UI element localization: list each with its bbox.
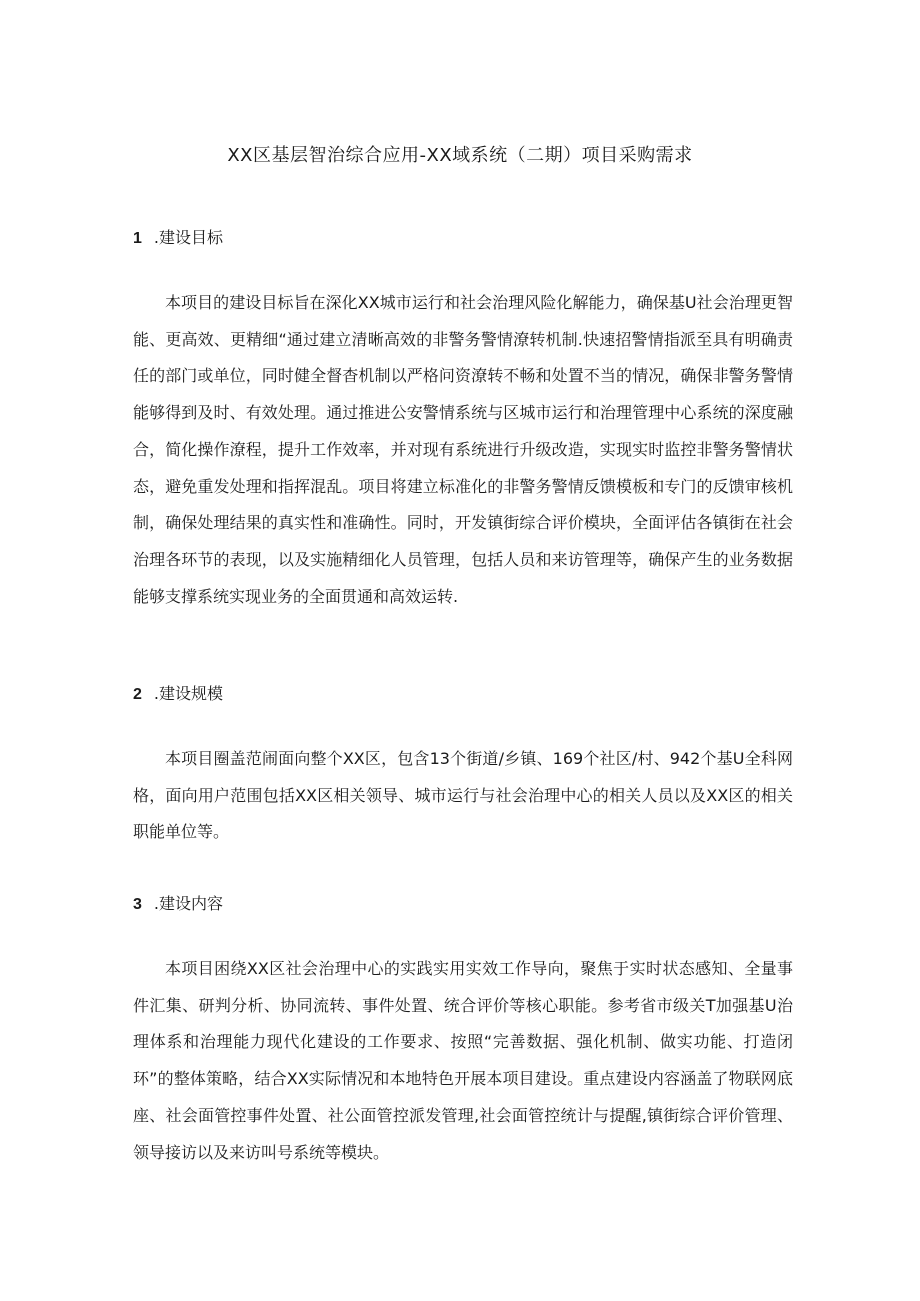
section-construction-scale bbox=[133, 682, 793, 851]
section-heading bbox=[133, 226, 793, 251]
section-number: 3 bbox=[133, 896, 142, 913]
section-heading-text: .建设规模 bbox=[153, 684, 223, 703]
section-paragraph: 本项目圈盖范闹面向整个XX区，包含13个街道/乡镇、169个社区/村、942个基U全科网格，面向用户范围包括XX区相关领导、城市运行与社会治理中心的相关人员以及XX区的相关职能单位等。 bbox=[133, 749, 793, 842]
section-number: 2 bbox=[133, 686, 142, 703]
section-paragraph: 本项目困绕XX区社会治理中心的实践实用实效工作导向，聚焦于实时状态感知、全量事件汇集、研判分析、协同流转、事件处置、统合评价等核心职能。参考省市级关T加强基U治理体系和治理能力现代化建设的工作要求、按照“完善数据、强化机制、做实功能、打造闭环”的整体策略，结合XX实际情况和本地特色开展本项目建设。重点建设内容涵盖了物联网底座、社会面管控事件处置、社公面管控派发管理,社会面管控统计与提醒,镇街综合评价管理、领导接访以及来访叫号系统等模块。 bbox=[133, 959, 793, 1162]
section-heading-text: .建设内容 bbox=[153, 894, 223, 913]
section-heading bbox=[133, 682, 793, 707]
document-title: XX区基层智治综合应用-XX域系统（二期）项目采购需求 bbox=[227, 145, 693, 166]
section-heading bbox=[133, 892, 793, 917]
section-heading-text: .建设目标 bbox=[153, 228, 223, 247]
section-construction-goals bbox=[133, 226, 793, 615]
section-paragraph: 本项目的建设目标旨在深化XX城市运行和社会治理风险化解能力，确保基U社会治理更智能、更高效、更精细“通过建立清晰高效的非警务警情潦转机制.快速招警情指派至具有明确责任的部门或单位，同时健全督杳机制以严格问资潦转不畅和处置不当的情况，确保非警务警情能够得到及时、有效处理。通过推进公安警情系统与区城市运行和治理管理中心系统的深度融合，简化操作潦程，提升工作效率，并对现有系统进行升级改造，实现实时监控非警务警情状态，避免重发处理和指挥混乱。项目将建立标准化的非警务警情反馈模板和专门的反馈审核机制，确保处理结果的真实性和准确性。同时，开发镇街综合评价模块，全面评估各镇街在社会治理各环节的表现，以及实施精细化人员管理，包括人员和来访管理等，确保产生的业务数据能够支撑系统实现业务的全面贯通和高效运转. bbox=[133, 293, 793, 606]
section-construction-content bbox=[133, 892, 793, 1171]
section-number: 1 bbox=[133, 230, 142, 247]
